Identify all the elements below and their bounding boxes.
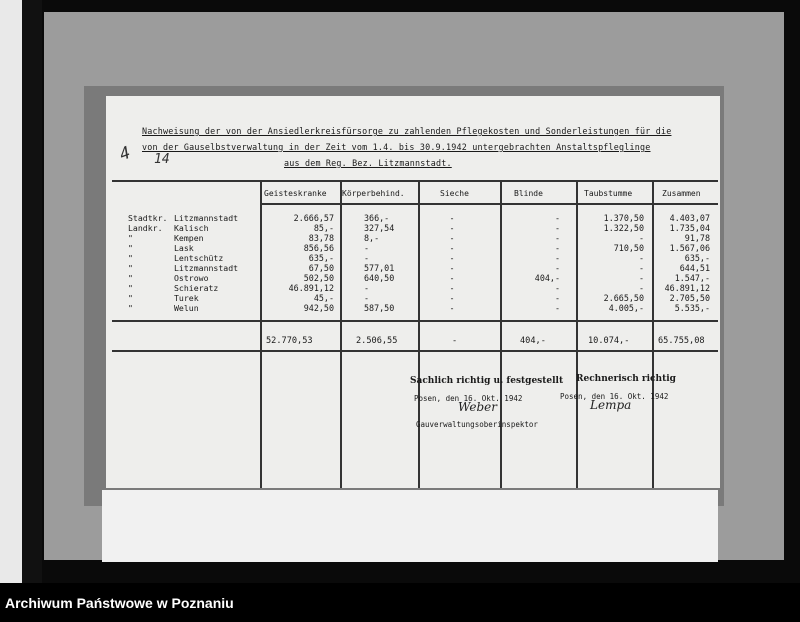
cell-koerperbehind: - <box>364 283 370 293</box>
cell-geisteskranke: 502,50 <box>303 273 334 283</box>
cell-zusammen: 635,- <box>684 253 710 263</box>
district-name: Litzmannstadt <box>174 263 239 273</box>
header-rule <box>260 203 718 205</box>
total-zusammen: 65.755,08 <box>658 336 705 346</box>
cell-zusammen: 91,78 <box>684 233 710 243</box>
cell-taubstumme: 1.322,50 <box>603 223 644 233</box>
archival-document <box>106 96 720 488</box>
cell-geisteskranke: 2.666,57 <box>293 213 334 223</box>
doc-title-line-1: Nachweisung der von der Ansiedlerkreisfürsorge zu zahlenden Pflegekosten und Sonderleistungen für die <box>142 126 672 136</box>
cell-blinde: 404,- <box>534 273 560 283</box>
stamp-right-signature: Lempa <box>590 398 632 412</box>
cell-koerperbehind: 8,- <box>364 233 380 243</box>
district-type: " <box>128 233 133 243</box>
column-taubstumme-values <box>586 213 644 313</box>
cell-koerperbehind: 577,01 <box>364 263 395 273</box>
body-bottom-rule <box>112 320 718 322</box>
district-type: Stadtkr. <box>128 213 168 223</box>
column-koerperbehind-values <box>344 213 424 313</box>
column-blinde-values <box>510 213 560 313</box>
district-name: Ostrowo <box>174 273 209 283</box>
cell-taubstumme: - <box>638 263 644 273</box>
district-name: Litzmannstadt <box>174 213 239 223</box>
header-sieche: Sieche <box>440 189 469 198</box>
film-edge <box>0 0 22 583</box>
cell-blinde: - <box>554 213 560 223</box>
district-type: " <box>128 283 133 293</box>
cell-zusammen: 5.535,- <box>674 303 710 313</box>
doc-title-line-2: von der Gauselbstverwaltung in der Zeit vom 1.4. bis 30.9.1942 untergebrachten Anstaltspfleglinge <box>142 142 651 152</box>
stamp-right-place-date: Posen, den 16. Okt. 1942 <box>560 392 669 401</box>
cell-blinde: - <box>554 263 560 273</box>
cell-geisteskranke: 635,- <box>308 253 334 263</box>
stamp-left-heading: Sachlich richtig u. festgestellt <box>410 376 564 386</box>
cell-taubstumme: 2.665,50 <box>603 293 644 303</box>
cell-geisteskranke: 942,50 <box>303 303 334 313</box>
cell-zusammen: 4.403,07 <box>669 213 710 223</box>
district-name: Lask <box>174 243 194 253</box>
col-divider-5 <box>576 180 578 488</box>
district-name: Kempen <box>174 233 204 243</box>
cell-sieche: - <box>449 283 455 293</box>
cell-taubstumme: - <box>638 283 644 293</box>
cell-taubstumme: 4.005,- <box>608 303 644 313</box>
district-type: " <box>128 253 133 263</box>
col-divider-1 <box>260 180 262 488</box>
cell-blinde: - <box>554 253 560 263</box>
cell-koerperbehind: - <box>364 243 370 253</box>
cell-zusammen: 644,51 <box>679 263 710 273</box>
cell-koerperbehind: - <box>364 293 370 303</box>
cell-taubstumme: - <box>638 273 644 283</box>
column-sieche-values <box>442 213 462 313</box>
total-blinde: 404,- <box>520 336 546 346</box>
header-koerperbehind: Körperbehind. <box>342 189 405 198</box>
cell-blinde: - <box>554 233 560 243</box>
cell-sieche: - <box>449 273 455 283</box>
stamp-right-heading: Rechnerisch richtig <box>576 374 676 384</box>
total-taubstumme: 10.074,- <box>588 336 630 346</box>
header-taubstumme: Taubstumme <box>584 189 633 198</box>
cell-blinde: - <box>554 303 560 313</box>
district-name: Lentschütz <box>174 253 224 263</box>
cell-taubstumme: 710,50 <box>613 243 644 253</box>
cell-taubstumme: - <box>638 253 644 263</box>
stamp-left-place-date: Posen, den 16. Okt. 1942 <box>414 394 523 403</box>
doc-title-line-3: aus dem Reg. Bez. Litzmannstadt. <box>284 158 452 168</box>
cell-sieche: - <box>449 253 455 263</box>
district-names <box>174 213 238 313</box>
stamp-left-signature: Weber <box>458 400 497 414</box>
district-type: " <box>128 303 133 313</box>
cell-sieche: - <box>449 293 455 303</box>
col-divider-2 <box>340 180 342 488</box>
column-zusammen-values <box>656 213 710 313</box>
lower-paper-edge <box>102 490 718 562</box>
column-geisteskranke-values <box>264 213 334 313</box>
cell-blinde: - <box>554 283 560 293</box>
margin-mark-2: 14 <box>154 152 170 167</box>
cell-blinde: - <box>554 243 560 253</box>
district-type: " <box>128 293 133 303</box>
district-types <box>128 213 167 313</box>
cell-taubstumme: - <box>638 233 644 243</box>
total-sieche: - <box>452 336 458 346</box>
cell-koerperbehind: - <box>364 253 370 263</box>
cell-sieche: - <box>449 243 455 253</box>
district-name: Welun <box>174 303 199 313</box>
cell-sieche: - <box>449 233 455 243</box>
header-blinde: Blinde <box>514 189 543 198</box>
district-type: " <box>128 243 133 253</box>
cell-taubstumme: 1.370,50 <box>603 213 644 223</box>
header-zusammen: Zusammen <box>662 189 701 198</box>
district-name: Turek <box>174 293 199 303</box>
cell-zusammen: 1.547,- <box>674 273 710 283</box>
cell-blinde: - <box>554 293 560 303</box>
district-type: Landkr. <box>128 223 163 233</box>
cell-geisteskranke: 856,56 <box>303 243 334 253</box>
cell-zusammen: 1.567,06 <box>669 243 710 253</box>
total-geisteskranke: 52.770,53 <box>266 336 313 346</box>
cell-zusammen: 46.891,12 <box>664 283 710 293</box>
cell-geisteskranke: 67,50 <box>308 263 334 273</box>
totals-rule <box>112 350 718 352</box>
col-divider-4 <box>500 180 502 488</box>
district-type: " <box>128 263 133 273</box>
header-geisteskranke: Geisteskranke <box>264 189 327 198</box>
cell-koerperbehind: 327,54 <box>364 223 395 233</box>
total-koerperbehind: 2.506,55 <box>356 336 398 346</box>
cell-geisteskranke: 46.891,12 <box>288 283 334 293</box>
cell-koerperbehind: 587,50 <box>364 303 395 313</box>
cell-sieche: - <box>449 303 455 313</box>
cell-geisteskranke: 45,- <box>313 293 334 303</box>
cell-geisteskranke: 83,78 <box>308 233 334 243</box>
cell-sieche: - <box>449 223 455 233</box>
cell-koerperbehind: 640,50 <box>364 273 395 283</box>
table-top-rule <box>112 180 718 182</box>
cell-sieche: - <box>449 263 455 273</box>
cell-zusammen: 2.705,50 <box>669 293 710 303</box>
cell-zusammen: 1.735,04 <box>669 223 710 233</box>
cell-geisteskranke: 85,- <box>313 223 334 233</box>
cell-koerperbehind: 366,- <box>364 213 390 223</box>
film-border <box>22 0 42 583</box>
cell-sieche: - <box>449 213 455 223</box>
archive-caption: Archiwum Państwowe w Poznaniu <box>5 595 234 611</box>
col-divider-6 <box>652 180 654 488</box>
district-name: Kalisch <box>174 223 209 233</box>
cell-blinde: - <box>554 223 560 233</box>
stamp-left-office: Gauverwaltungsoberinspektor <box>416 420 538 429</box>
margin-mark-1: 4 <box>116 142 134 166</box>
district-name: Schieratz <box>174 283 219 293</box>
district-type: " <box>128 273 133 283</box>
